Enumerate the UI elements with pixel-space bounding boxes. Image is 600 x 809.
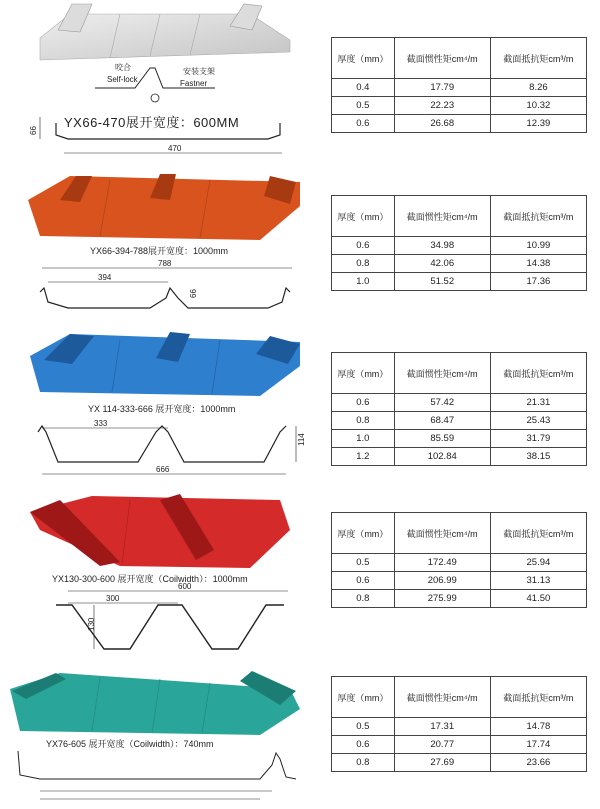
fastner-en-label: Fastner (180, 79, 208, 88)
dim-height: 130 (87, 617, 96, 631)
spec-table-5: 厚度（mm） 截面惯性矩cm⁴/m 截面抵抗矩cm³/m 0.5 17.31 14.78 0.6 20.77 17.74 0.8 27.69 23.66 (331, 676, 587, 772)
self-lock-diagram (95, 60, 235, 105)
header-thickness: 厚度（mm） (332, 38, 395, 79)
table-row: 0.5 17.31 14.78 (332, 718, 587, 736)
table-row: 0.5 22.23 10.32 (332, 97, 587, 115)
dim-width: 470 (168, 144, 182, 153)
panel-image-red (0, 490, 320, 570)
dim-total: 600 (178, 582, 192, 591)
table-row: 0.5 172.49 25.94 (332, 554, 587, 572)
table-row: 0.8 42.06 14.38 (332, 255, 587, 273)
spec-table-4: 厚度（mm） 截面惯性矩cm⁴/m 截面抵抗矩cm³/m 0.5 172.49 25.94 0.6 206.99 31.13 0.8 275.99 41.50 (331, 512, 587, 608)
product-caption: YX66-470展开宽度：600MM (64, 115, 240, 130)
profile-drawing (10, 745, 310, 805)
table-row: 1.2 102.84 38.15 (332, 448, 587, 466)
table-row: 0.6 26.68 12.39 (332, 115, 587, 133)
self-lock-en-label: Self-lock (107, 75, 138, 84)
profile-drawing (28, 418, 328, 488)
self-lock-cn-label: 咬合 (115, 63, 131, 72)
spec-table-2: 厚度（mm） 截面惯性矩cm⁴/m 截面抵抗矩cm³/m 0.6 34.98 10.99 0.8 42.06 14.38 1.0 51.52 17.36 (331, 195, 587, 291)
profile-drawing (28, 258, 328, 318)
header-resistance: 截面抵抗矩cm³/m (490, 38, 586, 79)
spec-table-1 (331, 37, 587, 133)
table-row: 0.6 20.77 17.74 (332, 736, 587, 754)
profile-drawing (28, 582, 328, 660)
dim-total: 666 (156, 465, 170, 474)
panel-image-blue (0, 330, 320, 400)
panel-image-teal (0, 665, 320, 735)
product-caption: YX66-394-788展开宽度：1000mm (90, 246, 229, 256)
product-caption: YX76-605 展开宽度（Coilwidth）：740mm (46, 739, 214, 749)
header-inertia: 截面惯性矩cm⁴/m (394, 38, 490, 79)
profile-drawing (28, 115, 328, 165)
panel-image-orange (0, 170, 320, 240)
table-row: 1.0 85.59 31.79 (332, 430, 587, 448)
dim-total: 788 (158, 259, 172, 268)
table-row: 0.6 34.98 10.99 (332, 237, 587, 255)
table-row: 0.6 206.99 31.13 (332, 572, 587, 590)
table-row: 0.4 17.79 8.26 (332, 79, 587, 97)
spec-table-3: 厚度（mm） 截面惯性矩cm⁴/m 截面抵抗矩cm³/m 0.6 57.42 21.31 0.8 68.47 25.43 1.0 85.59 31.79 1.2 102.84 38.15 (331, 352, 587, 466)
table-row: 0.8 27.69 23.66 (332, 754, 587, 772)
table-row: 0.8 275.99 41.50 (332, 590, 587, 608)
table-row: 0.8 68.47 25.43 (332, 412, 587, 430)
dim-height: 114 (297, 433, 306, 446)
table-row: 0.6 57.42 21.31 (332, 394, 587, 412)
table-row: 1.0 51.52 17.36 (332, 273, 587, 291)
dim-half: 300 (106, 594, 120, 603)
dim-height: 66 (189, 289, 198, 298)
dim-height: 66 (29, 126, 38, 135)
product-caption: YX 114-333-666 展开宽度：1000mm (88, 404, 236, 414)
dim-half: 333 (94, 419, 108, 428)
dim-half: 394 (98, 273, 112, 282)
product-caption: YX130-300-600 展开宽度（Coilwidth）：1000mm (52, 574, 248, 584)
fastner-cn-label: 安装支架 (183, 67, 215, 76)
